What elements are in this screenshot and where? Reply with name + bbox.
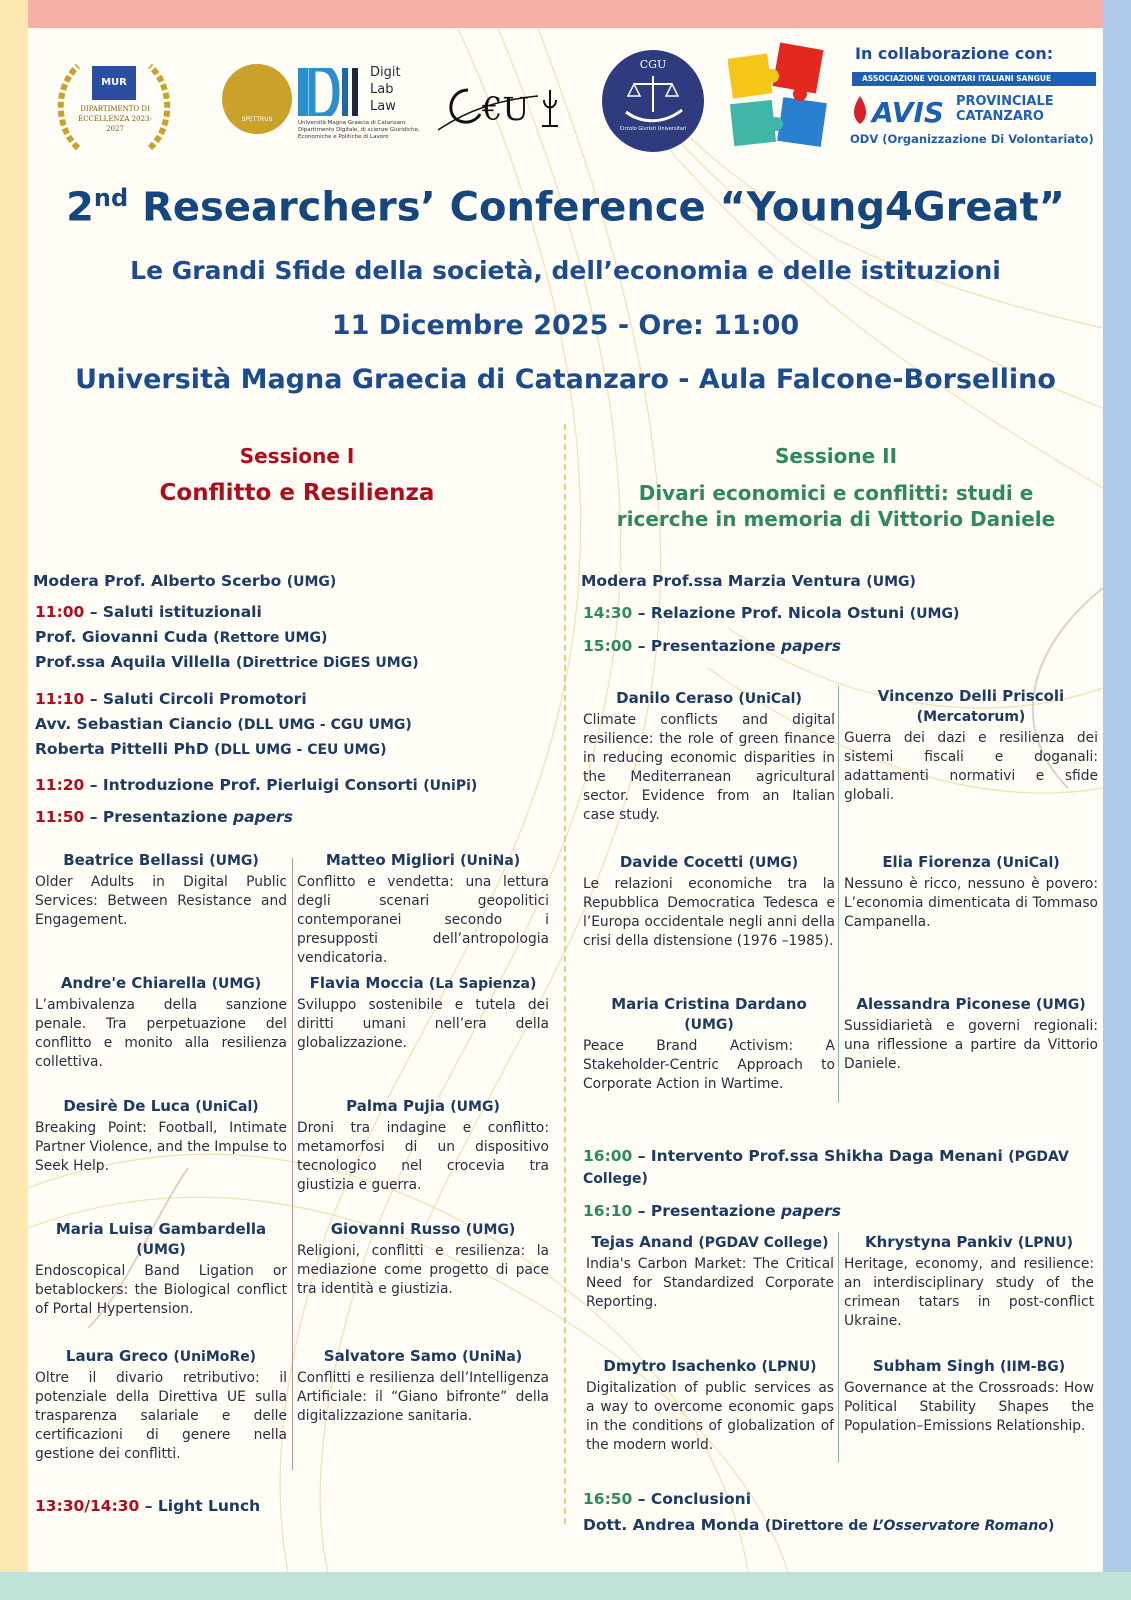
paper-ceraso: Danilo Ceraso (UniCal) Climate conflicts and digital resilience: the role of green finance in reducing economic disparities in the Mediterranean agricultural sector. Evidence from an Italian case study. (583, 689, 835, 823)
session2-paper-divider (838, 686, 839, 1102)
speaker-ciancio: Avv. Sebastian Ciancio (DLL UMG - CGU UMG) (35, 715, 412, 733)
speaker-cuda: Prof. Giovanni Cuda (Rettore UMG) (35, 628, 328, 646)
bottom-color-stripe (0, 1572, 1131, 1600)
speaker-villella: Prof.ssa Aquila Villella (Direttrice DiGES UMG) (35, 653, 419, 671)
conference-date: 11 Dicembre 2025 - Ore: 11:00 (331, 310, 800, 341)
spettrus-seal: SPETTRUS (222, 64, 292, 134)
agenda-1110: 11:10 – Saluti Circoli Promotori (35, 690, 307, 708)
svg-text:€U: €U (482, 90, 530, 128)
paper-gambardella: Maria Luisa Gambardella (UMG) Endoscopical Band Ligation or betablockers: the Biological conflict of Portal Hypertension. (35, 1220, 287, 1317)
paper-samo: Salvatore Samo (UniNa) Conflitti e resilienza dell’Intelligenza Artificiale: il “Giano bifronte” della digitalizzazione sanitaria. (297, 1347, 549, 1424)
dll-bars-icon (298, 68, 360, 116)
dll-wordmark: Digit Lab Law (370, 65, 401, 114)
avis-logo (850, 92, 950, 128)
mur-caption: DIPARTIMENTO DI ECCELLENZA 2023-2027 (78, 105, 152, 133)
session2-title: Divari economici e conflitti: studi e ricerche in memoria di Vittorio Daniele (616, 481, 1056, 531)
collaboration-title: In collaborazione con: (855, 44, 1054, 63)
mur-logo (48, 58, 180, 158)
paper-anand: Tejas Anand (PGDAV College) India's Carbon Market: The Critical Need for Standardized Corporate Reporting. (586, 1233, 834, 1310)
agenda-1610: 16:10 – Presentazione papers (583, 1202, 842, 1220)
paper-singh: Subham Singh (IIM-BG) Governance at the Crossroads: How Political Stability Shapes the Population–Emissions Relationship. (844, 1357, 1094, 1434)
agenda-1150: 11:50 – Presentazione papers (35, 808, 294, 826)
paper-dardano: Maria Cristina Dardano (UMG) Peace Brand Activism: A Stakeholder-Centric Approach to Corporate Action in Wartime. (583, 995, 835, 1092)
paper-bellassi: Beatrice Bellassi (UMG) Older Adults in Digital Public Services: Between Resistance and Engagement. (35, 851, 287, 928)
session2-moderator: Modera Prof.ssa Marzia Ventura (UMG) (581, 572, 916, 590)
agenda-1600: 16:00 – Intervento Prof.ssa Shikha Daga Menani (PGDAV College) (583, 1147, 1069, 1187)
paper-pankiv: Khrystyna Pankiv (LPNU) Heritage, economy, and resilience: an interdisciplinary study of the crimean tatars in post-conflict Ukraine. (844, 1233, 1094, 1329)
puzzle-pieces-icon (728, 42, 830, 154)
speaker-pittelli: Roberta Pittelli PhD (DLL UMG - CEU UMG) (35, 740, 387, 758)
session1-moderator: Modera Prof. Alberto Scerbo (UMG) (33, 572, 337, 590)
svg-text:AVIS: AVIS (872, 96, 945, 128)
speaker-monda: Dott. Andrea Monda (Direttore de L’Osservatore Romano) (583, 1516, 1055, 1534)
paper-chiarella: Andre'e Chiarella (UMG) L’ambivalenza della sanzione penale. Tra perpetuazione del conflitto e monito alla resilienza collettiva. (35, 974, 287, 1070)
paper-moccia: Flavia Moccia (La Sapienza) Sviluppo sostenibile e tutela dei diritti umani nell’era della globalizzazione. (297, 974, 549, 1051)
session1-name: Sessione I (239, 444, 355, 468)
mur-badge: MUR (92, 66, 136, 100)
agenda-1650: 16:50 – Conclusioni (583, 1490, 752, 1508)
scales-hand-icon (602, 50, 704, 152)
dll-subtitle: Università Magna Graecia di Catanzaro Dipartimento Digitale, di scienze Giuridiche, Economiche e Politiche di Lavoro (298, 120, 420, 140)
paper-migliori: Matteo Migliori (UniNa) Conflitto e vendetta: una lettura degli scenari geopolitici contemporanei secondo i presupposti dell’antropologia vendicatoria. (297, 851, 549, 966)
session2-name: Sessione II (774, 444, 898, 468)
top-color-stripe (0, 0, 1131, 28)
conference-venue: Università Magna Graecia di Catanzaro - Aula Falcone-Borsellino (75, 364, 1056, 395)
avis-provincial: PROVINCIALE CATANZARO (956, 94, 1054, 124)
session1-title: Conflitto e Resilienza (159, 480, 435, 506)
conference-subtitle: Le Grandi Sfide della società, dell’economia e delle istituzioni (130, 256, 1001, 285)
right-color-stripe (1103, 0, 1131, 1600)
agenda-1430: 14:30 – Relazione Prof. Nicola Ostuni (UMG) (583, 604, 960, 622)
session1-paper-divider (292, 858, 293, 1470)
conference-title: 2nd Researchers’ Conference “Young4Great” (66, 184, 1065, 231)
paper-isachenko: Dmytro Isachenko (LPNU) Digitalization of public services as a way to overcome economic gaps in the conditions of globalization of the modern world. (586, 1357, 834, 1453)
ceu-wordmark-icon (438, 70, 578, 140)
ceu-logo (438, 70, 578, 140)
left-color-stripe (0, 0, 28, 1600)
paper-cocetti: Davide Cocetti (UMG) Le relazioni economiche tra la Repubblica Democratica Tedesca e l’Europa occidentale negli anni della crisi della distensione (1976 –1985). (583, 853, 835, 949)
agenda-1500: 15:00 – Presentazione papers (583, 637, 842, 655)
puzzle-logo (728, 42, 830, 154)
paper-russo: Giovanni Russo (UMG) Religioni, conflitti e resilienza: la mediazione come progetto di pace tra identità e giustizia. (297, 1220, 549, 1297)
cgu-logo: CGU Circolo Giuristi Universitari (602, 50, 704, 152)
avis-odv: ODV (Organizzazione Di Volontariato) (850, 132, 1094, 146)
session2-paper-divider-2 (838, 1232, 839, 1462)
paper-piconese: Alessandra Piconese (UMG) Sussidiarietà e governi regionali: una riflessione a partire da Vittorio Daniele. (844, 995, 1098, 1072)
agenda-1100: 11:00 – Saluti istituzionali (35, 603, 262, 621)
paper-pujia: Palma Pujia (UMG) Droni tra indagine e conflitto: metamorfosi di un dispositivo tecnologico nel crocevia tra giustizia e guerra. (297, 1097, 549, 1193)
paper-greco: Laura Greco (UniMoRe) Oltre il divario retributivo: il potenziale della Direttiva UE sulla trasparenza salariale e delle certificazioni di genere nella gestione dei conflitti. (35, 1347, 287, 1462)
avis-band: ASSOCIAZIONE VOLONTARI ITALIANI SANGUE (852, 72, 1096, 86)
paper-deluca: Desirè De Luca (UniCal) Breaking Point: Football, Intimate Partner Violence, and the Impulse to Seek Help. (35, 1097, 287, 1174)
paper-fiorenza: Elia Fiorenza (UniCal) Nessuno è ricco, nessuno è povero: L’economia dimenticata di Tommaso Campanella. (844, 853, 1098, 930)
agenda-lunch: 13:30/14:30 – Light Lunch (35, 1497, 261, 1515)
digit-lab-law-logo (222, 62, 420, 146)
column-divider (564, 424, 566, 1524)
paper-delli-priscoli: Vincenzo Delli Priscoli (Mercatorum) Guerra dei dazi e resilienza dei sistemi fiscali e doganali: adattamenti normativi e sfide globali. (844, 687, 1098, 803)
agenda-1120: 11:20 – Introduzione Prof. Pierluigi Consorti (UniPi) (35, 776, 478, 794)
